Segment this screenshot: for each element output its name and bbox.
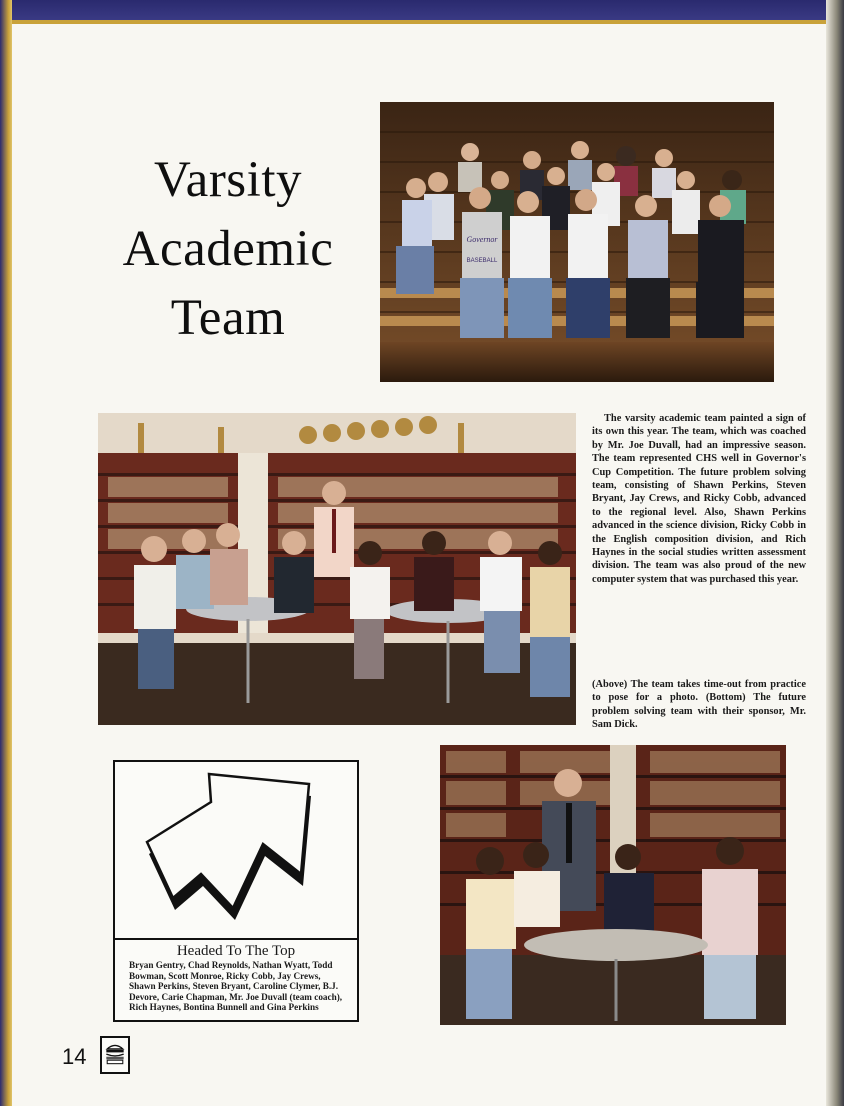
headed-to-top-box bbox=[113, 760, 359, 1022]
page-gutter-right bbox=[826, 0, 844, 1106]
logo-divider bbox=[115, 938, 357, 940]
title-line-1: Varsity bbox=[154, 152, 302, 209]
member-names: Bryan Gentry, Chad Reynolds, Nathan Wyatt, Todd Bowman, Scott Monroe, Ricky Cobb, Jay Crews, Shawn Perkins, Steven Bryant, Caroline Clymer, B.J. Devore, Carie Chapman, Mr. Joe Duvall (team coach), Rich Haynes, Bontina Bunnell and Gina Perkins bbox=[129, 960, 343, 1013]
title-line-2: Academic bbox=[122, 221, 334, 278]
cover-edge-left bbox=[0, 0, 12, 1106]
article-body: The varsity academic team painted a sign of its own this year. The team, which was coached by Mr. Joe Duvall, had an impressive season. The team represented CHS well in Governor's Cup Competition. The future problem solving team, consisting of Shawn Perkins, Steven Bryant, Jay Crews, and Ricky Cobb, advanced to the regional level. Also, Shawn Perkins advanced in the science division, Ricky Cobb in the English composition division, and Rich Haynes in the social studies written assessment division. The team was also proud of the new computer system that was purchased this year. bbox=[592, 413, 806, 585]
problem-solving-team-photo bbox=[440, 745, 786, 1025]
photo-caption: (Above) The team takes time-out from practice to pose for a photo. (Bottom) The future problem solving team with their sponsor, Mr. Sam Dick. bbox=[592, 679, 806, 731]
team-photo-bleachers bbox=[380, 102, 774, 382]
title-line-3: Team bbox=[170, 290, 286, 347]
team-photo-library bbox=[98, 413, 576, 725]
shirt-text-2: BASEBALL bbox=[466, 258, 498, 264]
shirt-text-1: Governor bbox=[466, 235, 498, 244]
logo-heading: Headed To The Top bbox=[176, 943, 296, 959]
page-number: 14 bbox=[62, 1044, 87, 1069]
arrow-w-logo-icon bbox=[115, 762, 357, 938]
sandwich-icon bbox=[100, 1036, 130, 1074]
page-title bbox=[88, 146, 368, 353]
cover-edge-top bbox=[0, 0, 844, 22]
